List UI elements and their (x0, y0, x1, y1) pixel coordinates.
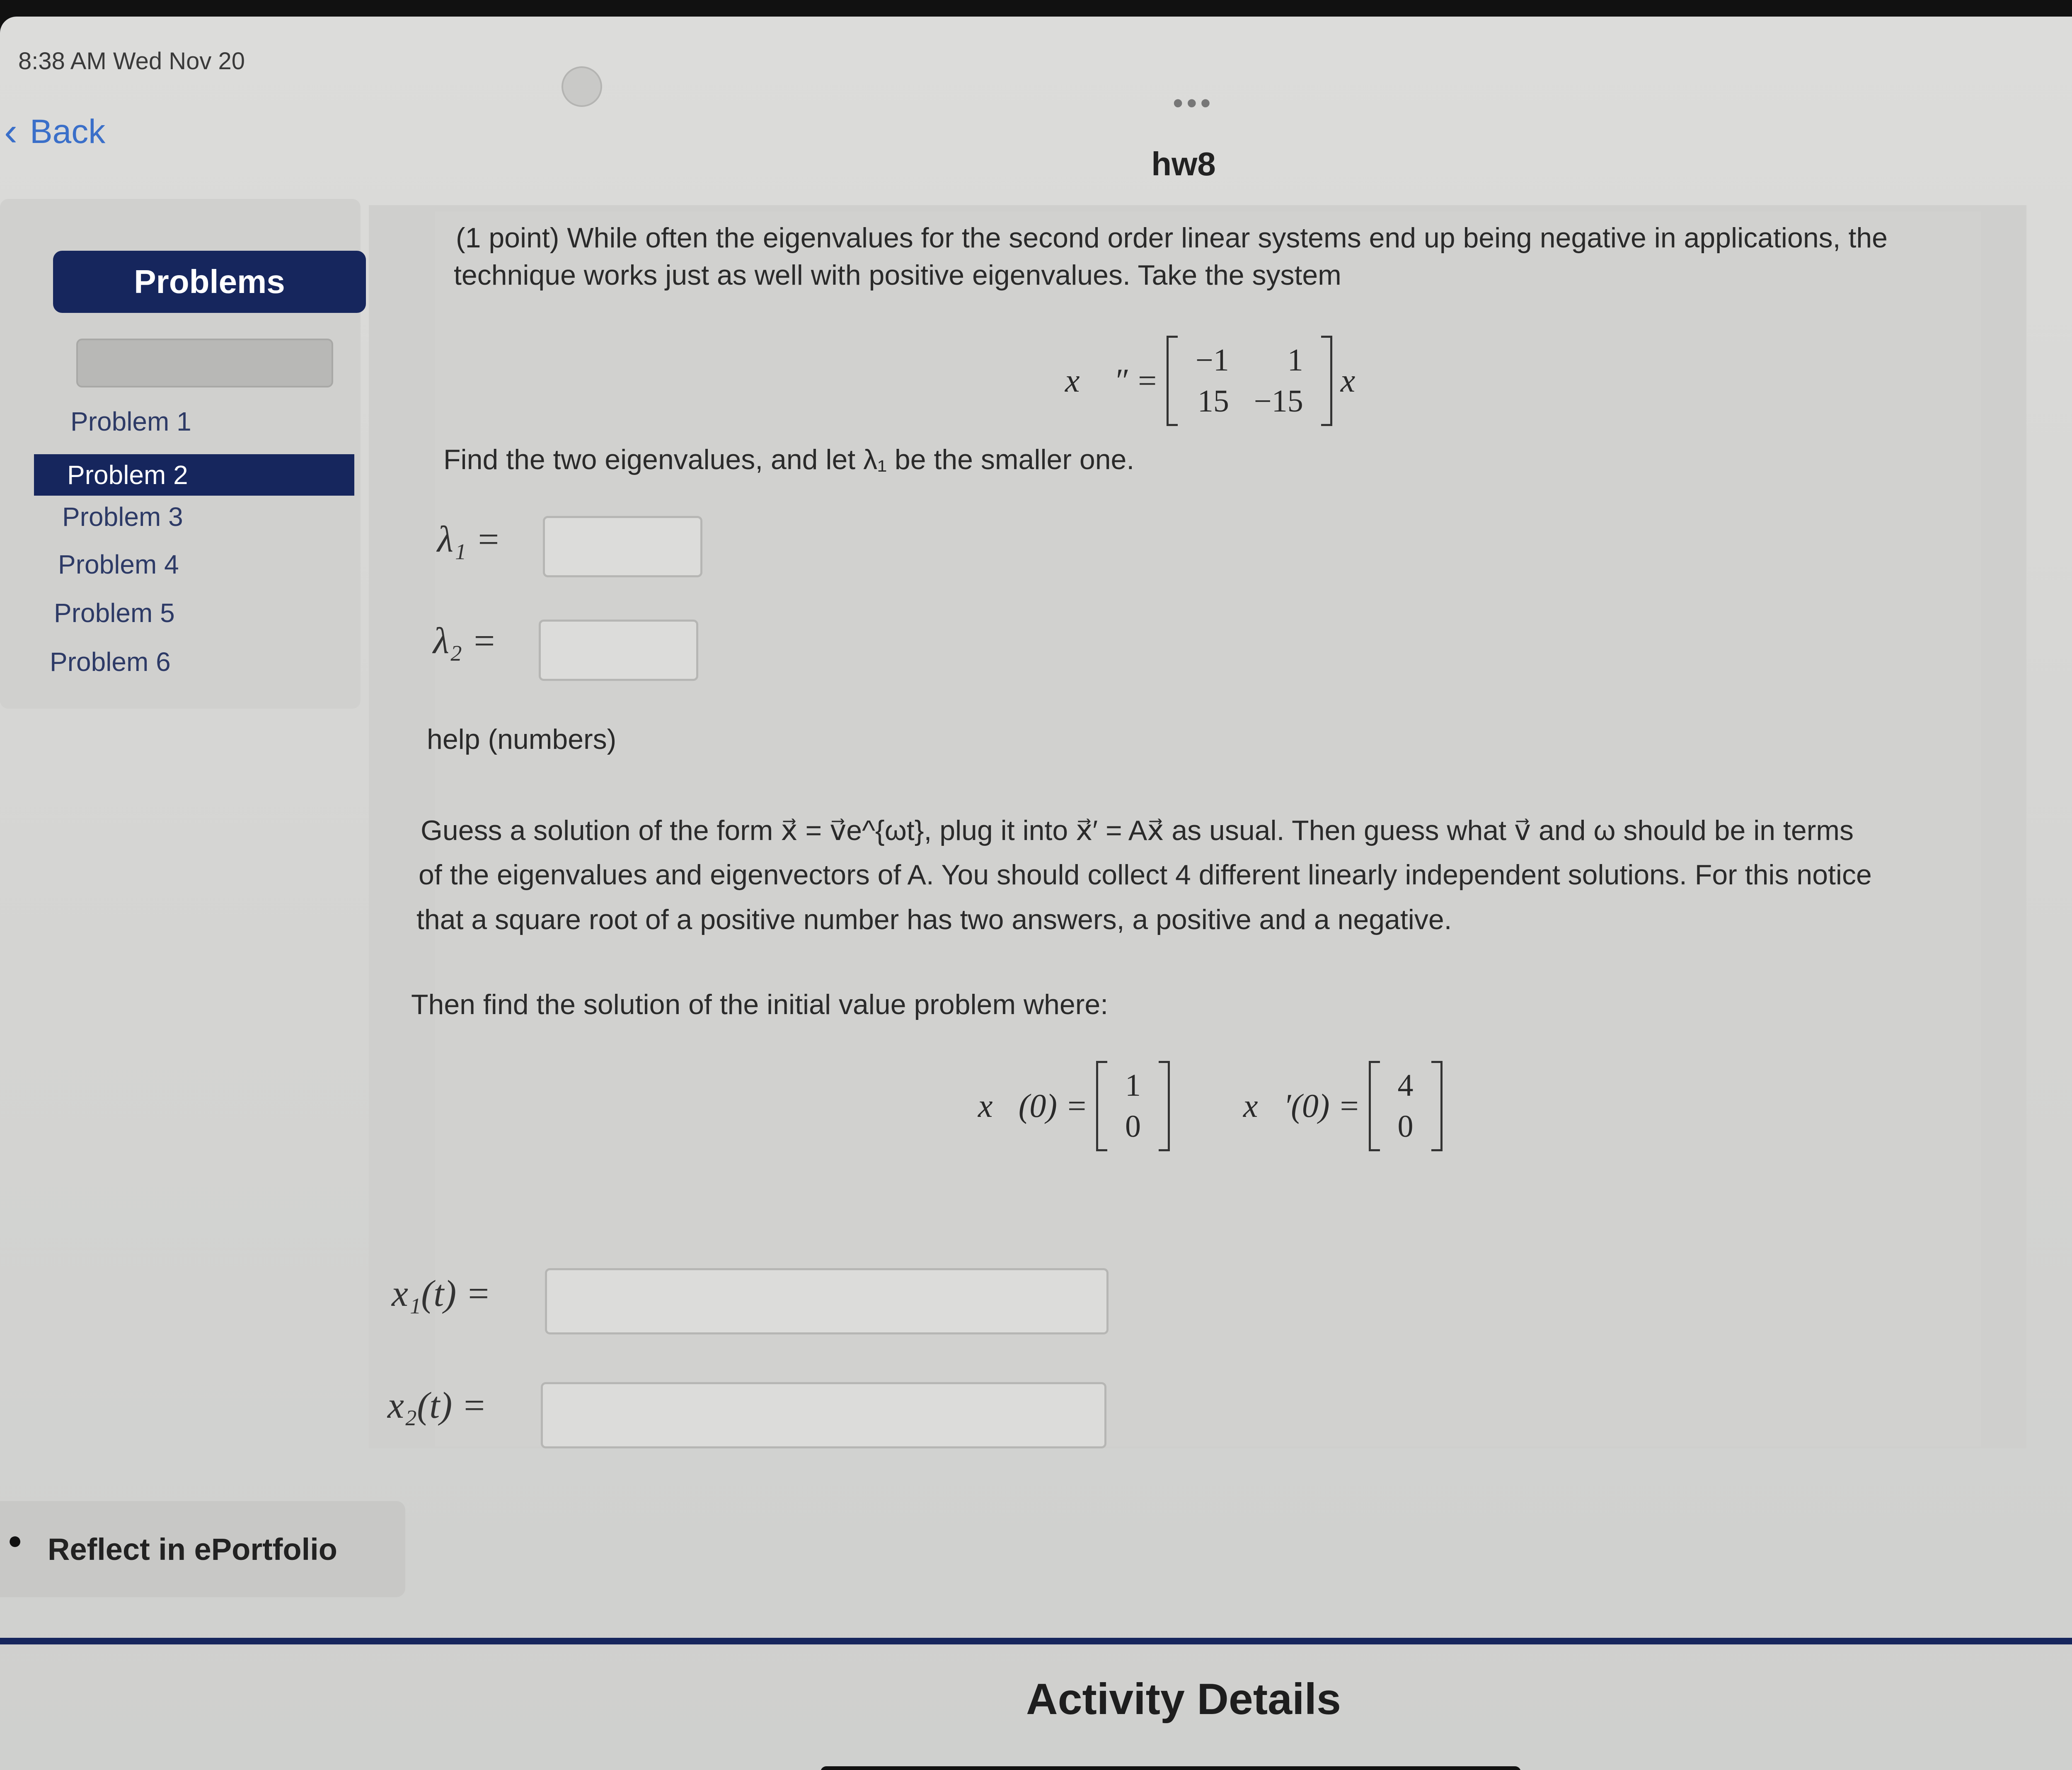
home-indicator[interactable] (821, 1766, 1521, 1770)
guess-line-3: that a square root of a positive number has two answers, a positive and a negative. (416, 904, 1452, 935)
x0-vector (1096, 1061, 1170, 1151)
find-eigenvalues-text: Find the two eigenvalues, and let λ₁ be the smaller one. (443, 444, 1135, 475)
sidebar-item-problem-4[interactable]: Problem 4 (58, 550, 179, 579)
back-label: Back (29, 113, 106, 150)
intro-line-2: technique works just as well with positive eigenvalues. Take the system (454, 259, 1341, 291)
sidebar-item-problem-3[interactable]: Problem 3 (62, 502, 183, 532)
pin-icon: ● (7, 1526, 23, 1554)
reflect-label: Reflect in ePortfolio (48, 1532, 337, 1567)
status-time: 8:38 AM Wed Nov 20 (18, 48, 245, 75)
x2-label: x₂(t) = (387, 1385, 487, 1426)
vector-cell: 0 (1125, 1109, 1141, 1144)
sidebar-item-problem-6[interactable]: Problem 6 (50, 647, 171, 677)
matrix-cell: 1 (1287, 343, 1303, 378)
sidebar-item-problem-2[interactable]: Problem 2 (34, 454, 354, 496)
sidebar-item-problem-5[interactable]: Problem 5 (54, 598, 175, 628)
xp0-label: x⃗′(0) = (1243, 1087, 1360, 1124)
x1-label: x₁(t) = (392, 1273, 491, 1314)
activity-details-heading[interactable]: Activity Details (1026, 1675, 1341, 1724)
lambda2-label: λ₂ = (433, 620, 497, 661)
intro-line-1: (1 point) While often the eigenvalues for the second order linear systems end up being negative in applications, the (456, 222, 1888, 254)
initial-condition-xp0 (1243, 1061, 1451, 1151)
system-matrix (1167, 336, 1332, 426)
problems-button[interactable]: Problems (53, 251, 366, 313)
guess-line-2: of the eigenvalues and eigenvectors of A. You should collect 4 different linearly independent solutions. For this notice (419, 859, 1872, 891)
x0-label: x⃗(0) = (978, 1087, 1088, 1124)
vector-cell: 0 (1397, 1109, 1414, 1144)
help-numbers-link[interactable]: help (numbers) (427, 724, 617, 755)
matrix-cell: 15 (1197, 384, 1229, 419)
initial-condition-x0 (978, 1061, 1178, 1151)
x2-input[interactable] (541, 1382, 1106, 1448)
screen (0, 17, 2072, 1770)
lambda1-label: λ₁ = (437, 519, 501, 560)
lambda1-input[interactable] (543, 516, 702, 577)
divider (0, 1638, 2072, 1644)
page-title: hw8 (1151, 145, 1216, 182)
system-lhs: x⃗ ″ = (1065, 362, 1159, 399)
ivp-text: Then find the solution of the initial value problem where: (411, 989, 1109, 1020)
matrix-cell: −1 (1196, 343, 1229, 378)
x1-input[interactable] (545, 1268, 1109, 1334)
app-icon (562, 66, 602, 107)
reflect-eportfolio-button[interactable] (0, 1501, 405, 1597)
multitask-dots-icon[interactable]: ••• (1173, 87, 1214, 120)
vector-cell: 1 (1125, 1068, 1141, 1103)
chevron-left-icon: ‹ (4, 109, 17, 154)
vector-cell: 4 (1397, 1068, 1414, 1103)
lambda2-input[interactable] (539, 620, 698, 681)
guess-line-1: Guess a solution of the form x⃗ = v⃗e^{ωt}, plug it into x⃗′ = Ax⃗ as usual. Then guess what v⃗ and ω should be in terms (421, 815, 1854, 846)
xp0-vector (1369, 1061, 1443, 1151)
system-equation (1065, 336, 1381, 426)
system-rhs: x⃗ (1340, 362, 1381, 399)
sidebar-placeholder-box (76, 339, 333, 387)
matrix-cell: −15 (1254, 384, 1303, 419)
sidebar-item-problem-1[interactable]: Problem 1 (70, 407, 191, 436)
